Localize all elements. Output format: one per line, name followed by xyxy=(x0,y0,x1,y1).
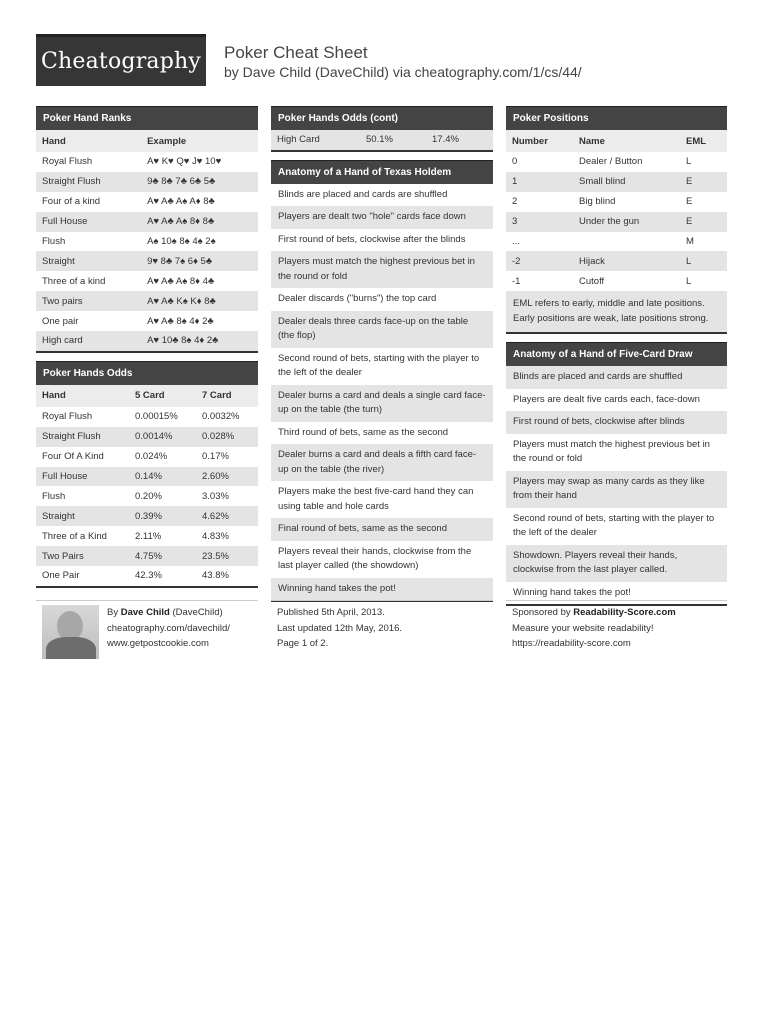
list-item: Players reveal their hands, clockwise from the last player called (the showdown) xyxy=(278,545,472,572)
table-row xyxy=(36,311,258,331)
published-date: Published 5th April, 2013. xyxy=(277,607,385,618)
author-info xyxy=(107,605,258,652)
column-header: 7 Card xyxy=(196,385,258,407)
table-row xyxy=(36,271,258,291)
number-cell: ... xyxy=(512,236,520,247)
section-title: Poker Positions xyxy=(506,106,727,130)
table-row xyxy=(506,212,727,232)
odds-cell: 4.75% xyxy=(129,546,196,566)
hand-cell: One pair xyxy=(42,315,79,327)
sponsor-tagline: Measure your website readability! xyxy=(512,622,654,634)
name-cell xyxy=(573,232,680,252)
author-site-link[interactable]: www.getpostcookie.com xyxy=(107,638,209,649)
page-subtitle: by Dave Child (DaveChild) via cheatography.com/1/cs/44/ xyxy=(224,64,582,80)
list-item: Second round of bets, starting with the player to the left of the dealer xyxy=(513,512,715,539)
list-item: Winning hand takes the pot! xyxy=(271,578,493,601)
table-row xyxy=(36,427,258,447)
hand-cell: Two pairs xyxy=(36,291,137,311)
table-row xyxy=(506,251,727,271)
section-title: Poker Hands Odds (cont) xyxy=(271,106,493,130)
list-item: Third round of bets, same as the second xyxy=(278,426,449,438)
positions-note: EML refers to early, middle and late positions. Early positions are weak, late positions strong. xyxy=(506,291,727,332)
odds-cell: 0.17% xyxy=(202,451,229,463)
odds-cell: 0.0014% xyxy=(129,427,196,447)
table-row xyxy=(36,212,258,232)
hand-cell: Three of a Kind xyxy=(42,530,107,542)
column-header: Hand xyxy=(36,385,129,407)
hand-cell: One Pair xyxy=(42,570,80,582)
sponsor-prefix: Sponsored by xyxy=(512,607,571,618)
eml-cell: E xyxy=(680,212,727,232)
author-name[interactable]: Dave Child xyxy=(120,607,170,618)
by-label: By xyxy=(107,607,119,618)
odds-cell: 0.024% xyxy=(135,451,168,463)
publish-footer xyxy=(271,600,493,652)
odds-cell: 3.03% xyxy=(202,490,229,502)
odds-cell: 0.14% xyxy=(129,467,196,487)
odds-cell: 4.83% xyxy=(202,530,229,542)
odds-cell: 0.39% xyxy=(129,506,196,526)
positions-table xyxy=(506,130,727,291)
sponsor-footer xyxy=(506,600,727,652)
list-item: Second round of bets, starting with the player to the left of the dealer xyxy=(278,352,480,379)
odds-cell: 4.62% xyxy=(196,506,258,526)
name-cell: Small blind xyxy=(573,172,680,192)
hand-cell: High card xyxy=(36,331,137,351)
table-row xyxy=(36,232,258,252)
author-profile-link[interactable]: cheatography.com/davechild/ xyxy=(107,622,230,634)
list-item: Winning hand takes the pot! xyxy=(513,586,631,598)
eml-cell: L xyxy=(686,275,692,287)
odds-cell: 42.3% xyxy=(135,570,162,582)
hand-cell: Straight Flush xyxy=(36,427,129,447)
odds-cell: 0.20% xyxy=(135,490,162,502)
table-row xyxy=(271,130,493,150)
author-footer xyxy=(36,600,258,652)
column-header: Name xyxy=(573,130,680,152)
list-item: Players are dealt five cards each, face-down xyxy=(513,393,700,405)
hand-cell: Four of a kind xyxy=(42,196,101,208)
number-cell: 3 xyxy=(506,212,573,232)
example-cell: A♠ 10♠ 8♠ 4♠ 2♠ xyxy=(147,236,216,247)
number-cell: 0 xyxy=(512,156,518,168)
odds-cell: 0.028% xyxy=(196,427,258,447)
hand-cell: Straight xyxy=(36,506,129,526)
section-title: Poker Hands Odds xyxy=(36,361,258,385)
table-row xyxy=(36,251,258,271)
column-header: EML xyxy=(680,130,727,152)
hand-ranks-table xyxy=(36,130,258,351)
list-item: Players may swap as many cards as they like from their hand xyxy=(506,471,727,508)
table-header-row xyxy=(36,130,258,152)
odds-cell: 0.00015% xyxy=(135,411,178,423)
odds-cell: 0.0032% xyxy=(202,411,240,423)
hand-ranks-section xyxy=(36,106,258,353)
table-row xyxy=(36,192,258,212)
name-cell: Under the gun xyxy=(573,212,680,232)
table-row xyxy=(36,407,258,427)
section-title: Poker Hand Ranks xyxy=(36,106,258,130)
odds-cell: 43.8% xyxy=(202,570,229,582)
eml-cell: L xyxy=(686,156,692,168)
hand-cell: Three of a kind xyxy=(42,275,106,287)
sponsor-line xyxy=(506,605,727,621)
table-row xyxy=(36,506,258,526)
table-row xyxy=(36,566,258,586)
positions-section xyxy=(506,106,727,334)
eml-cell: E xyxy=(686,196,693,208)
hand-cell: High Card xyxy=(271,130,360,150)
list-item: Final round of bets, same as the second xyxy=(271,518,493,541)
table-header-row xyxy=(506,130,727,152)
column-header: Example xyxy=(137,130,258,152)
table-row xyxy=(506,192,727,212)
eml-cell: M xyxy=(686,236,694,247)
odds-cell: 2.11% xyxy=(135,530,162,542)
list-item: First round of bets, clockwise after blinds xyxy=(506,411,727,434)
number-cell: 2 xyxy=(512,196,518,208)
hand-cell: Royal Flush xyxy=(42,411,93,423)
list-item: Dealer deals three cards face-up on the table (the flop) xyxy=(271,311,493,348)
eml-cell: E xyxy=(680,172,727,192)
author-avatar xyxy=(42,605,99,659)
list-item: Players must match the highest previous bet in the round or fold xyxy=(513,438,710,465)
example-cell: 9♣ 8♣ 7♣ 6♣ 5♣ xyxy=(137,172,258,192)
table-row xyxy=(36,291,258,311)
table-row xyxy=(36,486,258,506)
name-cell: Dealer / Button xyxy=(579,156,643,168)
table-header-row xyxy=(36,385,258,407)
section-title: Anatomy of a Hand of Texas Holdem xyxy=(271,160,493,184)
eml-cell: L xyxy=(680,251,727,271)
number-cell: -1 xyxy=(512,275,521,287)
list-item: Dealer burns a card and deals a fifth card face-up on the table (the river) xyxy=(271,444,493,481)
example-cell: A♥ K♥ Q♥ J♥ 10♥ xyxy=(147,156,222,168)
column-header: Number xyxy=(506,130,573,152)
name-cell: Cutoff xyxy=(579,275,605,287)
example-cell: 9♥ 8♣ 7♠ 6♦ 5♣ xyxy=(137,251,258,271)
hand-odds-section xyxy=(36,361,258,588)
list-item: Players are dealt two "hole" cards face down xyxy=(271,206,493,229)
section-title: Anatomy of a Hand of Five-Card Draw xyxy=(506,342,727,366)
column-1 xyxy=(36,106,258,596)
hand-cell: Straight xyxy=(36,251,137,271)
column-2 xyxy=(271,106,493,610)
updated-date: Last updated 12th May, 2016. xyxy=(277,622,402,634)
example-cell: A♥ A♣ K♠ K♦ 8♣ xyxy=(137,291,258,311)
hand-odds-table xyxy=(36,385,258,586)
hand-cell: Flush xyxy=(42,236,66,247)
example-cell: A♥ A♣ A♠ 8♦ 4♣ xyxy=(147,275,215,287)
hand-odds-cont-table xyxy=(271,130,493,150)
odds-cell: 17.4% xyxy=(426,130,493,150)
table-row xyxy=(36,447,258,467)
table-row xyxy=(36,152,258,172)
hand-cell: Full House xyxy=(36,212,137,232)
list-item: Players must match the highest previous bet in the round or fold xyxy=(271,251,493,288)
list-item: Dealer burns a card and deals a single card face-up on the table (the turn) xyxy=(271,385,493,422)
hand-cell: Flush xyxy=(42,490,66,502)
example-cell: A♥ A♣ A♠ 8♦ 8♣ xyxy=(137,212,258,232)
hand-cell: Royal Flush xyxy=(42,156,93,168)
list-item: Blinds are placed and cards are shuffled xyxy=(278,188,448,200)
hand-cell: Two Pairs xyxy=(36,546,129,566)
odds-cell: 50.1% xyxy=(360,130,426,150)
author-handle: (DaveChild) xyxy=(172,607,223,618)
name-cell: Big blind xyxy=(579,196,616,208)
table-row xyxy=(506,172,727,192)
holdem-section xyxy=(271,160,493,603)
column-header: Hand xyxy=(36,130,137,152)
number-cell: 1 xyxy=(506,172,573,192)
hand-cell: Four Of A Kind xyxy=(42,451,104,463)
odds-cell: 23.5% xyxy=(196,546,258,566)
table-row xyxy=(506,152,727,172)
number-cell: -2 xyxy=(506,251,573,271)
table-row xyxy=(506,232,727,252)
example-cell: A♥ A♣ A♠ A♦ 8♣ xyxy=(147,196,215,208)
name-cell: Hijack xyxy=(573,251,680,271)
hand-odds-cont-section xyxy=(271,106,493,152)
column-header: 5 Card xyxy=(129,385,196,407)
list-item: Dealer discards ("burns") the top card xyxy=(278,293,437,305)
sponsor-name[interactable]: Readability-Score.com xyxy=(573,607,676,618)
table-row xyxy=(36,526,258,546)
list-item: Showdown. Players reveal their hands, clockwise from the last player called. xyxy=(506,545,727,582)
table-row xyxy=(36,172,258,192)
table-row xyxy=(506,271,727,291)
table-row xyxy=(36,467,258,487)
column-3 xyxy=(506,106,727,614)
list-item: Players make the best five-card hand they can using table and hole cards xyxy=(278,486,474,512)
table-row xyxy=(36,546,258,566)
example-cell: A♥ 10♣ 8♠ 4♦ 2♣ xyxy=(137,331,258,351)
hand-cell: Full House xyxy=(36,467,129,487)
list-item: Blinds are placed and cards are shuffled xyxy=(506,366,727,389)
list-item: First round of bets, clockwise after the blinds xyxy=(278,233,466,245)
odds-cell: 2.60% xyxy=(196,467,258,487)
page-number: Page 1 of 2. xyxy=(277,638,329,649)
cheatography-logo[interactable]: Cheatography xyxy=(36,34,206,86)
table-row xyxy=(36,331,258,351)
example-cell: A♥ A♣ 8♠ 4♦ 2♣ xyxy=(147,315,214,327)
five-card-section xyxy=(506,342,727,606)
author-line xyxy=(107,605,258,621)
page-title: Poker Cheat Sheet xyxy=(224,43,368,62)
sponsor-link[interactable]: https://readability-score.com xyxy=(512,638,631,649)
hand-cell: Straight Flush xyxy=(36,172,137,192)
